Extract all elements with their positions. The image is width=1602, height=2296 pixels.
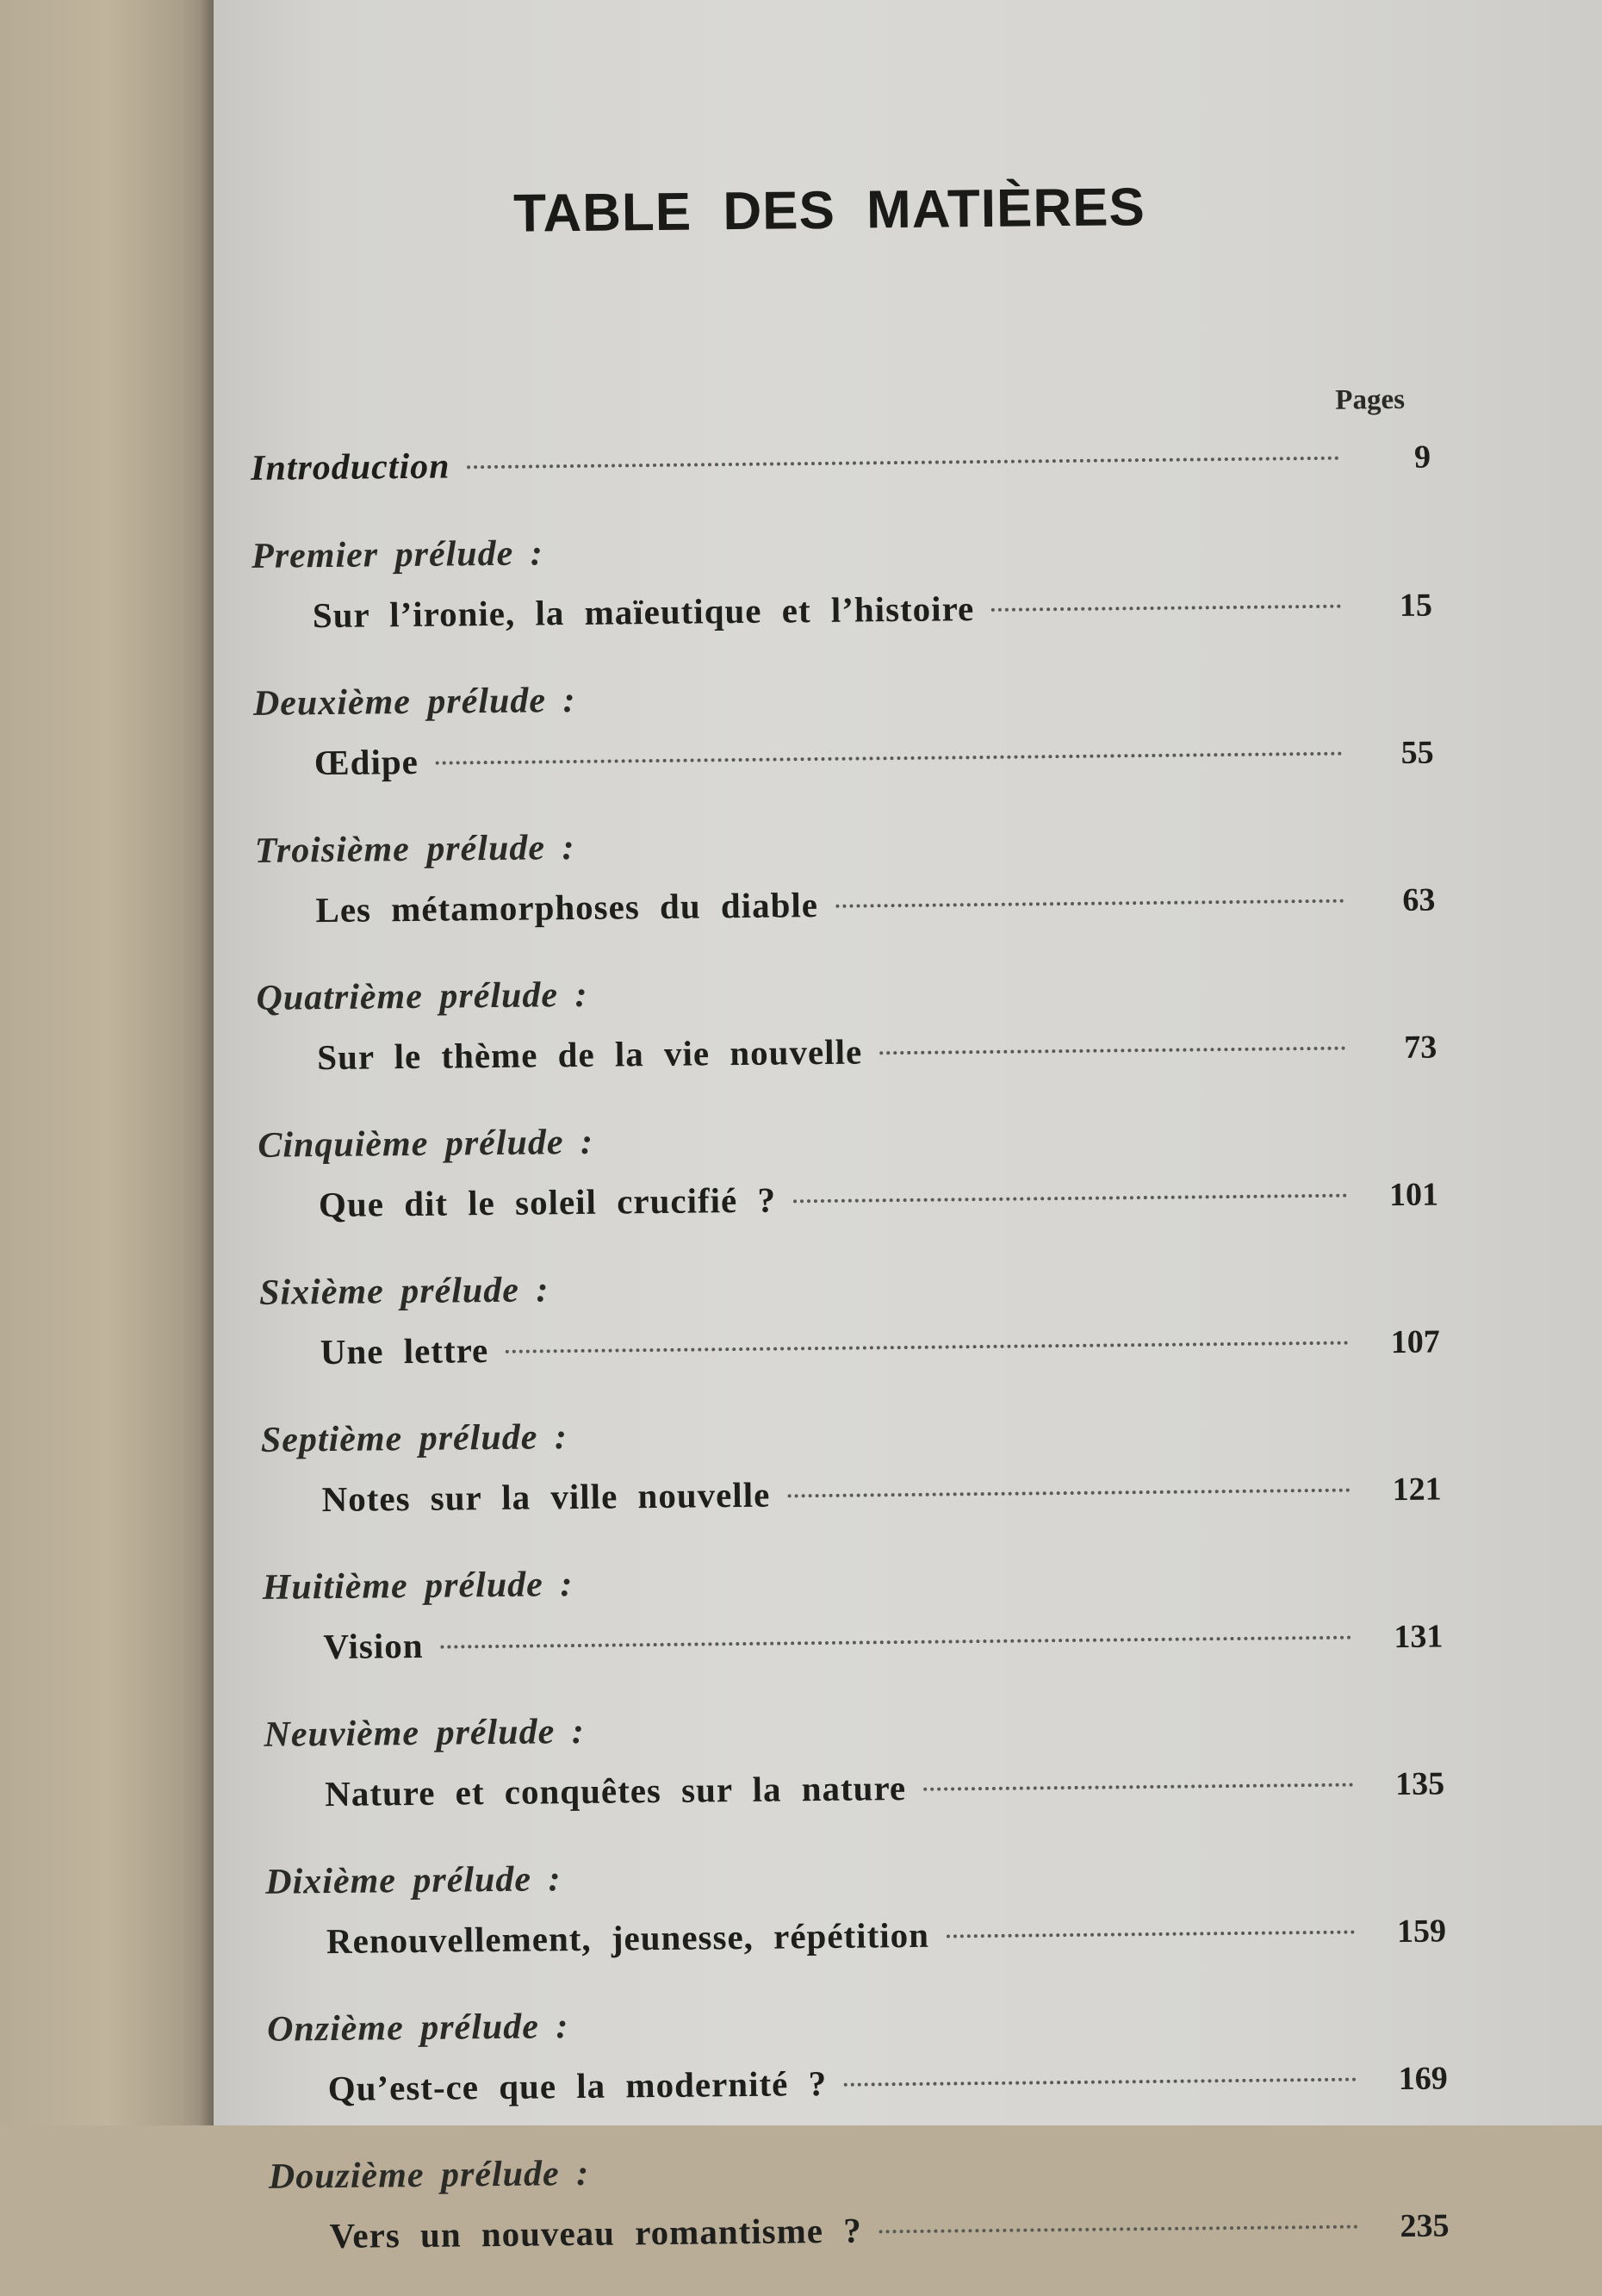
toc-line: [267, 2045, 1448, 2119]
page-number: 159: [1396, 1913, 1447, 1951]
prelude-heading: Dixième prélude :: [265, 1859, 562, 1902]
toc-line: [264, 1751, 1445, 1825]
dot-leader: [879, 1047, 1345, 1055]
dot-leader: [835, 899, 1344, 908]
page-number: 121: [1392, 1471, 1442, 1509]
toc-entry: [269, 2136, 1450, 2267]
prelude-heading: Onzième prélude :: [266, 2007, 569, 2050]
toc-entry: [265, 1841, 1446, 1972]
toc-entry: [264, 1694, 1444, 1825]
toc-entry-title: Vision: [323, 1625, 424, 1667]
toc-entry: [254, 811, 1435, 942]
prelude-heading: Troisième prélude :: [254, 827, 575, 871]
page-content: [202, 0, 1602, 2256]
toc-entry-title: Œdipe: [314, 741, 419, 783]
toc-entry-title: Introduction: [250, 446, 450, 488]
toc-line: [251, 426, 1431, 500]
page-number: 169: [1398, 2060, 1448, 2098]
toc-line: [261, 1456, 1442, 1530]
page-number: 131: [1394, 1618, 1444, 1656]
page-number: 55: [1400, 734, 1434, 771]
toc-entry: [259, 1252, 1440, 1383]
toc-entry-title: Sur le thème de la vie nouvelle: [317, 1031, 863, 1078]
dot-leader: [467, 457, 1339, 470]
prelude-heading: Septième prélude :: [260, 1417, 568, 1460]
prelude-heading: Sixième prélude :: [258, 1270, 550, 1313]
dot-leader: [793, 1194, 1347, 1204]
toc-entry-title: Vers un nouveau romantisme ?: [329, 2210, 862, 2256]
dot-leader: [879, 2225, 1358, 2234]
dot-leader: [991, 605, 1341, 612]
toc-line: [259, 1309, 1440, 1383]
toc-entry-title: Renouvellement, jeunesse, répétition: [326, 1914, 930, 1962]
page-number: 9: [1413, 439, 1431, 476]
toc-entry-title: Nature et conquêtes sur la nature: [324, 1768, 907, 1814]
page-title: TABLE DES MATIÈRES: [512, 177, 1146, 244]
toc-line: [255, 868, 1436, 942]
prelude-heading: Douzième prélude :: [268, 2153, 590, 2197]
dot-leader: [506, 1341, 1349, 1353]
pages-column-header: Pages: [1335, 383, 1406, 416]
dot-leader: [923, 1783, 1353, 1791]
page-number: 101: [1388, 1176, 1439, 1214]
toc-entry-introduction: [251, 426, 1431, 500]
toc-entry: [258, 1105, 1438, 1236]
page-number: 63: [1402, 881, 1436, 918]
page-number: 73: [1403, 1029, 1437, 1066]
book-page: [214, 0, 1602, 2256]
page-number: 235: [1400, 2207, 1450, 2245]
prelude-heading: Deuxième prélude :: [252, 680, 576, 724]
dot-leader: [844, 2078, 1357, 2087]
toc-line: [258, 1161, 1439, 1235]
dot-leader: [436, 752, 1343, 765]
toc-entry-title: Que dit le soleil crucifié ?: [318, 1179, 777, 1225]
toc-entry-title: Qu’est-ce que la modernité ?: [327, 2063, 828, 2109]
toc-entry-title: Sur l’ironie, la maïeutique et l’histoire: [312, 588, 975, 636]
toc-entry-title: Notes sur la ville nouvelle: [321, 1474, 771, 1520]
prelude-heading: Quatrième prélude :: [256, 974, 588, 1018]
page-number: 107: [1390, 1323, 1440, 1361]
toc-line: [266, 1898, 1447, 1972]
toc-entry: [256, 958, 1437, 1089]
toc-line: [253, 720, 1434, 794]
toc-entry: [262, 1546, 1443, 1677]
dot-leader: [947, 1931, 1355, 1938]
toc-entry: [267, 1988, 1448, 2119]
prelude-heading: Premier prélude :: [251, 533, 543, 576]
page-number: 135: [1394, 1765, 1445, 1803]
toc-entry: [253, 663, 1434, 794]
toc-line: [252, 573, 1433, 647]
prelude-heading: Huitième prélude :: [262, 1565, 574, 1608]
dot-leader: [441, 1636, 1352, 1649]
toc-line: [257, 1015, 1437, 1089]
page-number: 15: [1399, 587, 1433, 624]
toc-entry: [251, 516, 1432, 647]
toc-line: [263, 1603, 1444, 1677]
facing-page-edge: [0, 0, 214, 2125]
toc-line: [269, 2193, 1450, 2267]
prelude-heading: Neuvième prélude :: [264, 1711, 585, 1755]
toc-entry: [261, 1399, 1442, 1530]
table-of-contents: [251, 426, 1450, 2296]
dot-leader: [787, 1489, 1350, 1498]
toc-entry-title: Les métamorphoses du diable: [315, 885, 819, 930]
prelude-heading: Cinquième prélude :: [258, 1122, 594, 1166]
toc-entry-title: Une lettre: [320, 1330, 489, 1372]
